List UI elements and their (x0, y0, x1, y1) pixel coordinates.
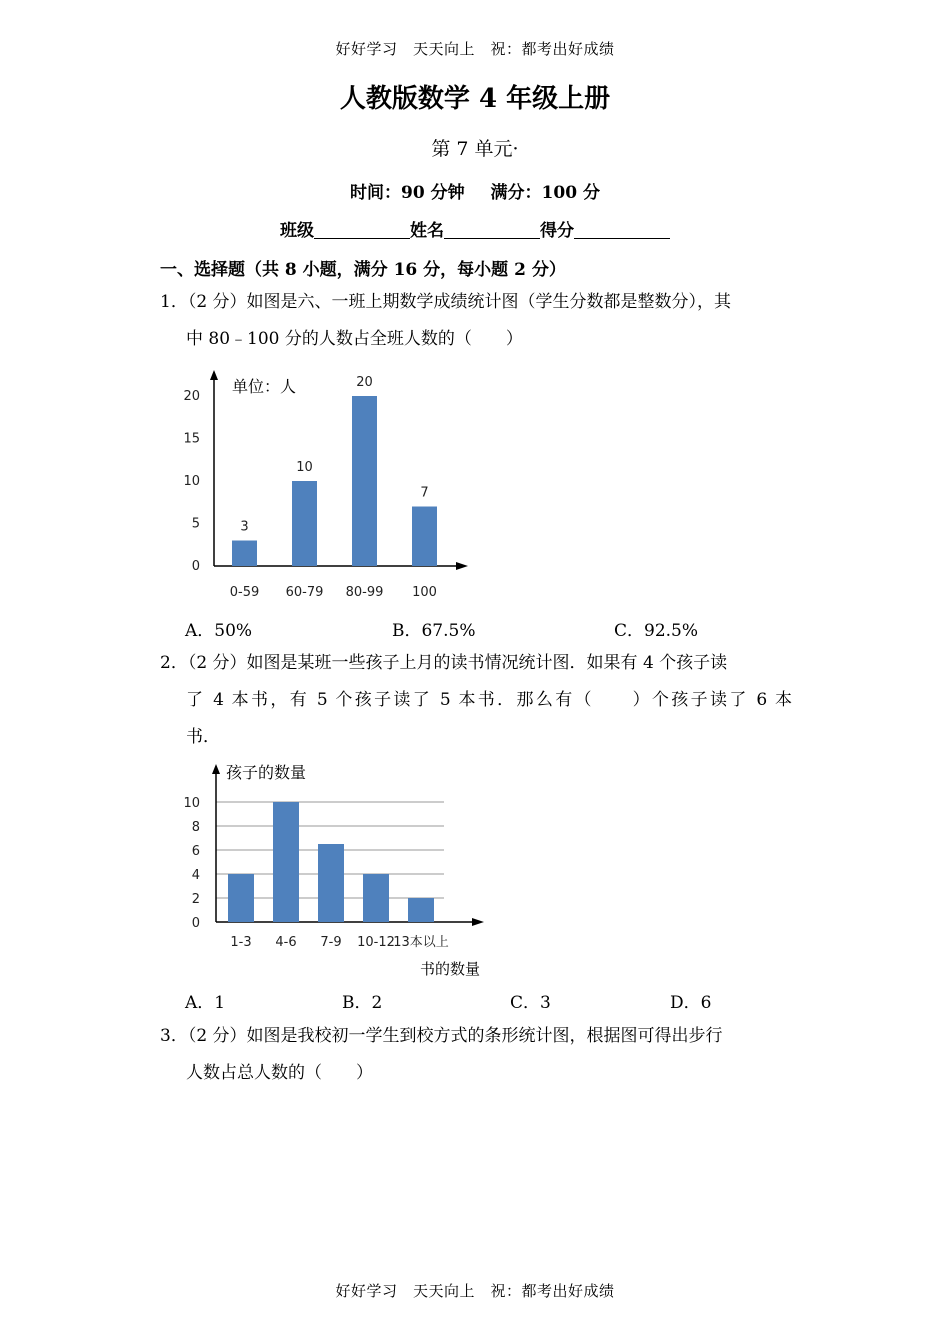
bar (352, 396, 377, 566)
time-info (0, 178, 950, 203)
y-tick-label: 6 (191, 844, 200, 859)
name-label: 姓名 (410, 221, 444, 241)
question-2 (160, 645, 792, 756)
x-tick-label: 0-59 (229, 585, 260, 600)
x-tick-label: 4-6 (275, 935, 297, 950)
class-label: 班级 (280, 221, 314, 241)
data-label: 3 (240, 519, 249, 535)
x-axis-label: 书的数量 (420, 960, 481, 978)
data-label: 10 (296, 460, 313, 475)
y-tick-label: 2 (191, 892, 200, 907)
name-blank[interactable] (444, 220, 540, 239)
question-2-line1: 2．（2 分）如图是某班一些孩子上月的读书情况统计图．如果有 4 个孩子读 (160, 653, 728, 673)
q1-option-a[interactable]: A．50% (185, 621, 253, 641)
x-tick-label: 7-9 (320, 935, 342, 950)
question-2-line2: 了 4 本书，有 5 个孩子读了 5 本书．那么有（ ）个孩子读了 6 本 (186, 690, 792, 710)
bar (292, 481, 317, 566)
x-tick-label: 60-79 (285, 585, 324, 600)
x-axis-arrow (456, 562, 468, 570)
unit-label: 单位：人 (232, 377, 297, 396)
data-label: 20 (356, 375, 373, 390)
bar (228, 874, 254, 922)
time-limit: 时间：90 分钟 (350, 183, 465, 203)
x-tick-label: 10-12 (357, 935, 395, 950)
y-tick-label: 0 (191, 916, 200, 931)
y-tick-label: 10 (183, 796, 200, 811)
q2-option-d[interactable]: D．6 (670, 993, 712, 1013)
class-blank[interactable] (314, 220, 410, 239)
q2-option-c[interactable]: C．3 (510, 993, 551, 1013)
q1-option-b[interactable]: B．67.5% (392, 621, 476, 641)
y-tick-label: 15 (183, 431, 200, 447)
bar (318, 844, 344, 922)
bar (363, 874, 389, 922)
question-1 (160, 284, 792, 358)
score-label: 得分 (540, 221, 574, 241)
chart-1 (170, 366, 480, 606)
question-1-line2: 中 80﹣100 分的人数占全班人数的（ ） (186, 329, 523, 349)
y-tick-label: 8 (191, 820, 200, 835)
section-title: 一、选择题（共 8 小题，满分 16 分，每小题 2 分） (160, 260, 566, 280)
y-tick-label: 10 (183, 474, 200, 489)
x-tick-label: 13本以上 (393, 935, 449, 950)
question-3-line2: 人数占总人数的（ ） (186, 1063, 373, 1083)
page-title: 人教版数学 4 年级上册 (339, 84, 611, 114)
q2-option-b[interactable]: B．2 (342, 993, 383, 1013)
q2-option-a[interactable]: A．1 (185, 993, 226, 1013)
student-info (0, 216, 950, 241)
y-tick-label: 0 (191, 559, 200, 574)
unit-subtitle: 第 7 单元· (431, 138, 519, 160)
question-3-line1: 3．（2 分）如图是我校初一学生到校方式的条形统计图，根据图可得出步行 (160, 1026, 723, 1046)
x-tick-label: 1-3 (230, 935, 252, 950)
bar (408, 898, 434, 922)
question-2-line3: 书． (186, 727, 220, 747)
bar (232, 541, 257, 567)
bar (412, 507, 437, 567)
page-footer: 好好学习 天天向上 祝：都考出好成绩 (335, 1282, 615, 1300)
x-tick-label: 80-99 (345, 585, 384, 600)
bar (273, 802, 299, 922)
y-tick-label: 20 (183, 389, 200, 404)
question-1-line1: 1．（2 分）如图是六、一班上期数学成绩统计图（学生分数都是整数分），其 (160, 292, 732, 312)
data-label: 7 (420, 485, 429, 501)
y-tick-label: 4 (191, 868, 200, 883)
x-axis-arrow (472, 918, 484, 926)
y-tick-label: 5 (191, 516, 200, 532)
score-blank[interactable] (574, 220, 670, 239)
q1-option-c[interactable]: C．92.5% (614, 621, 699, 641)
page-header: 好好学习 天天向上 祝：都考出好成绩 (335, 40, 615, 58)
y-axis-label: 孩子的数量 (226, 763, 307, 782)
x-tick-label: 100 (412, 585, 437, 600)
y-axis-arrow (210, 370, 218, 380)
question-3 (160, 1018, 792, 1092)
chart-2 (170, 756, 500, 984)
full-score: 满分：100 分 (490, 183, 600, 203)
y-axis-arrow (212, 764, 220, 774)
